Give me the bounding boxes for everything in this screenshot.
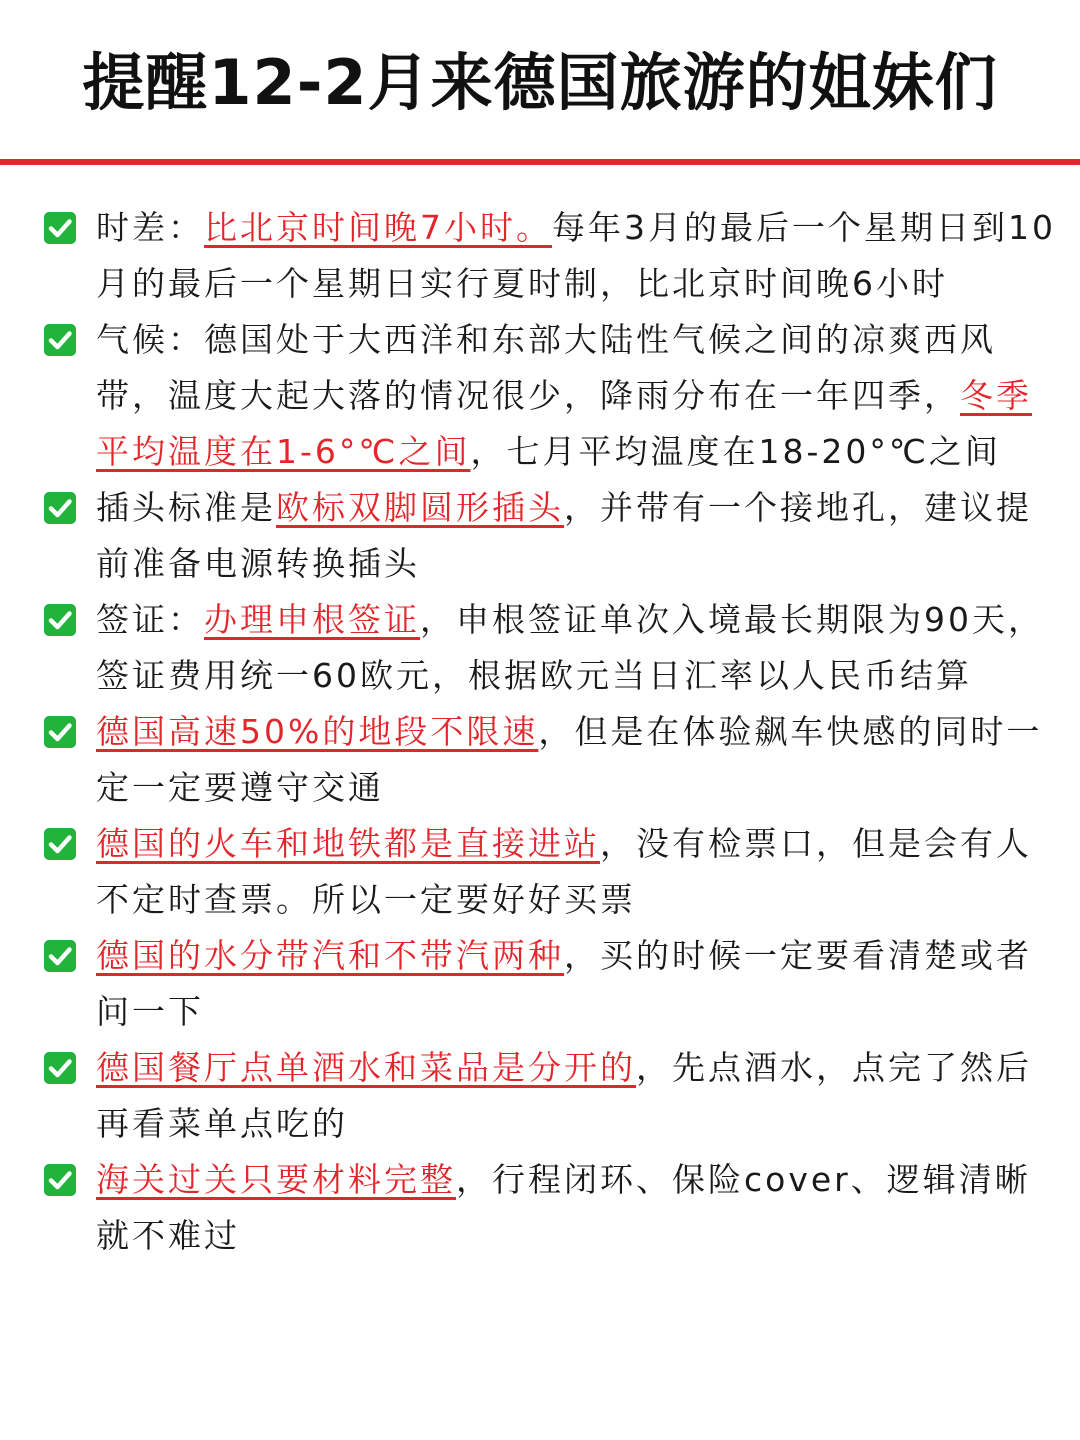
title-divider <box>0 159 1080 165</box>
checkbox-icon <box>44 716 76 748</box>
item-text: ，先点酒水，点完了然后再看菜单点吃的 <box>96 1048 1032 1143</box>
item-text: 气候：德国处于大西洋和东部大陆性气候之间的凉爽西风带，温度大起大落的情况很少，降雨分布在一年四季， <box>96 320 996 415</box>
item-text: 每年3月的最后一个星期日到10月的最后一个星期日实行夏时制，比北京时间晚6小时 <box>96 208 1056 303</box>
item-text: 时差： <box>96 208 204 247</box>
list-item <box>0 480 1080 592</box>
item-highlight: 冬季平均温度在1-6°℃之间 <box>96 376 1032 471</box>
list-item <box>0 704 1080 816</box>
checkbox-icon <box>44 604 76 636</box>
checkbox-icon <box>44 828 76 860</box>
list-item <box>0 928 1080 1040</box>
list-item <box>0 816 1080 928</box>
item-highlight: 德国餐厅点单酒水和菜品是分开的 <box>96 1048 636 1087</box>
item-text: ，并带有一个接地孔，建议提前准备电源转换插头 <box>96 488 1032 583</box>
list-item <box>0 592 1080 704</box>
item-text: 签证： <box>96 600 204 639</box>
item-text: ，买的时候一定要看清楚或者问一下 <box>96 936 1032 1031</box>
tips-list <box>0 200 1080 1264</box>
item-text: ，七月平均温度在18-20°℃之间 <box>470 432 1001 471</box>
item-highlight: 比北京时间晚7小时。 <box>204 208 552 247</box>
item-text: 插头标准是 <box>96 488 276 527</box>
checkbox-icon <box>44 324 76 356</box>
list-item <box>0 200 1080 312</box>
item-highlight: 欧标双脚圆形插头 <box>276 488 564 527</box>
list-item <box>0 1040 1080 1152</box>
list-item <box>0 312 1080 480</box>
checkbox-icon <box>44 1164 76 1196</box>
checkbox-icon <box>44 212 76 244</box>
item-text: ，申根签证单次入境最长期限为90天，签证费用统一60欧元，根据欧元当日汇率以人民币结算 <box>96 600 1044 695</box>
list-item <box>0 1152 1080 1264</box>
item-highlight: 德国的水分带汽和不带汽两种 <box>96 936 564 975</box>
item-text: ，但是在体验飙车快感的同时一定一定要遵守交通 <box>96 712 1043 807</box>
item-highlight: 德国高速50%的地段不限速 <box>96 712 539 751</box>
header <box>0 0 1080 160</box>
checkbox-icon <box>44 492 76 524</box>
item-highlight: 办理申根签证 <box>204 600 420 639</box>
item-text: ，没有检票口，但是会有人不定时查票。所以一定要好好买票 <box>96 824 1032 919</box>
item-highlight: 德国的火车和地铁都是直接进站 <box>96 824 600 863</box>
page-title: 提醒12-2月来德国旅游的姐妹们 <box>82 45 998 119</box>
checkbox-icon <box>44 940 76 972</box>
checkbox-icon <box>44 1052 76 1084</box>
item-highlight: 海关过关只要材料完整 <box>96 1160 456 1199</box>
item-text: ，行程闭环、保险cover、逻辑清晰就不难过 <box>96 1160 1031 1255</box>
